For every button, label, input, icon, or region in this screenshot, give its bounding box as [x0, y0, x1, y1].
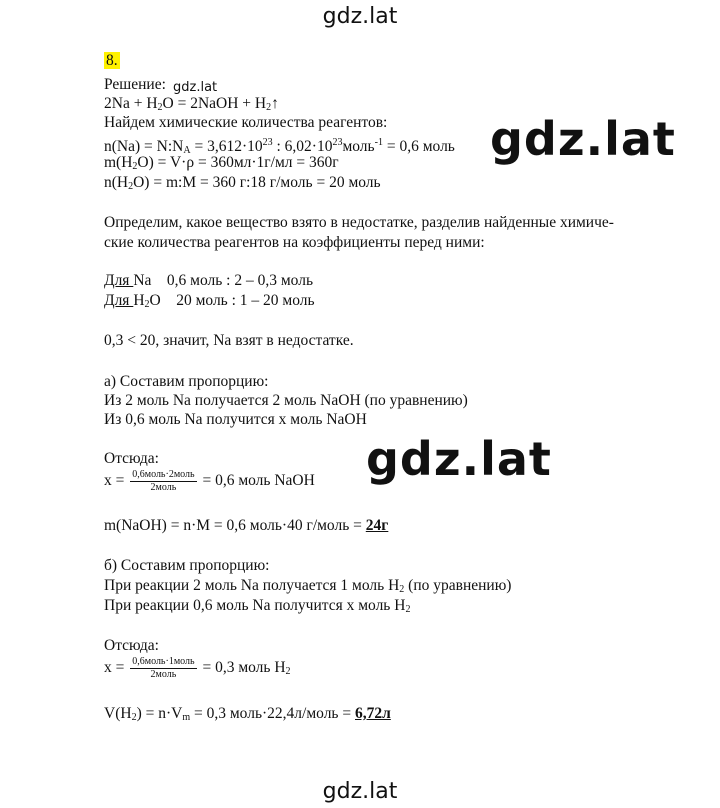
- part-b-line2: При реакции 0,6 моль Na получится х моль $H_2$: [104, 597, 411, 615]
- part-a-line1: Из 2 моль Na получается 2 моль NaOH (по уравнению): [104, 392, 468, 409]
- ratio-na-line: Для Na 0,6 моль : 2 – 0,3 моль: [104, 272, 314, 289]
- part-b-x-formula: x = $\frac{\text{0,6моль·1моль}}{\text{2моль}}$ = 0,3 моль $H_2$: [104, 655, 291, 680]
- ratio-h2o-line: Для $H_2O$ 20 моль : 1 – 20 моль: [104, 292, 315, 310]
- amount-h2o-line: $n(H_2O)$ = m:M = 360 г:18 г/моль = 20 моль: [104, 174, 381, 192]
- answer-mass-naoh: 24г: [365, 517, 389, 534]
- fraction: $\frac{\text{0,6моль·2моль}}{\text{2моль}}$: [132, 468, 195, 493]
- answer-volume-h2: 6,72л: [355, 705, 391, 722]
- fraction: $\frac{\text{0,6моль·1моль}}{\text{2моль}}$: [132, 655, 195, 680]
- watermark-large-middle: gdz.lat: [366, 432, 552, 486]
- watermark-small: gdz.lat: [173, 80, 218, 95]
- part-b-title: б) Составим пропорцию:: [104, 557, 270, 574]
- determine-text-line2: ские количества реагентов на коэффициенты перед ними:: [104, 234, 485, 251]
- amount-na-line: $n(Na) = N:N_A = 3,612\cdot 10^{23}$ : $6,02\cdot 10^{23}моль^{-1} = 0,6$ моль: [104, 137, 455, 156]
- part-a-line2: Из 0,6 моль Na получится х моль NaOH: [104, 411, 367, 428]
- part-b-hence: Отсюда:: [104, 637, 159, 654]
- find-amounts-text: Найдем химические количества реагентов:: [104, 114, 388, 131]
- conclusion-text: 0,3 < 20, значит, Na взят в недостатке.: [104, 332, 354, 349]
- mass-h2o-line: $m(H_2O) = V\cdot\rho = 360мл\cdot 1г/мл = 360г$: [104, 154, 339, 172]
- part-a-mass-line: m(NaOH) = n·M = 0,6 моль·40 г/моль = 24г: [104, 517, 389, 534]
- part-a-title: а) Составим пропорцию:: [104, 373, 269, 390]
- part-a-hence: Отсюда:: [104, 450, 159, 467]
- determine-text-line1: Определим, какое вещество взято в недостатке, разделив найденные химиче-: [104, 214, 614, 231]
- task-number: 8.: [106, 52, 118, 69]
- part-a-x-formula: x = $\frac{\text{0,6моль·2моль}}{\text{2моль}}$ = 0,6 моль NaOH: [104, 468, 315, 493]
- watermark-large-upper: gdz.lat: [490, 112, 676, 166]
- solution-label: Решение:: [104, 76, 166, 93]
- watermark-bottom: gdz.lat: [322, 779, 398, 804]
- reaction-equation: $2Na + H_2O$ = 2NaOH + $H_2↑$: [104, 95, 279, 113]
- watermark-top: gdz.lat: [322, 4, 398, 29]
- part-b-line1: При реакции 2 моль Na получается 1 моль $H_2$ (по уравнению): [104, 577, 512, 595]
- part-b-volume-line: $V(H_2) = n\cdot V_m = 0,3$ моль·22,4л/моль = 6,72л: [104, 705, 391, 723]
